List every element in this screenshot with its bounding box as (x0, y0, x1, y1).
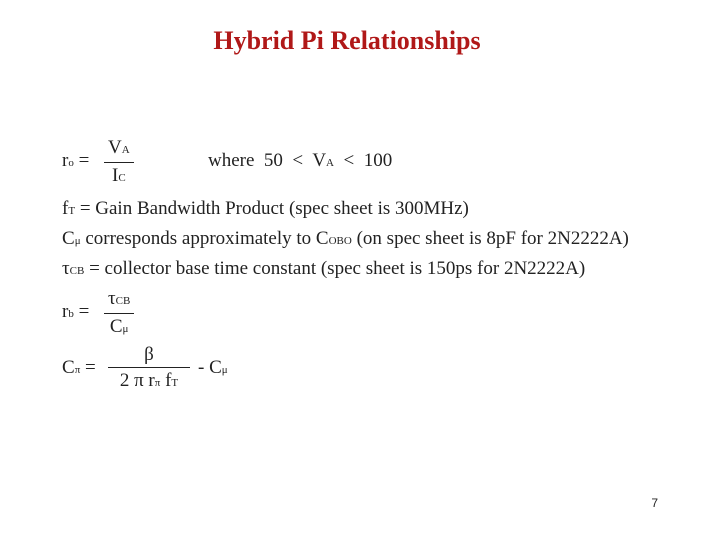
cmu-definition: Cμ corresponds approximately to COBO (on spec sheet is 8pF for 2N2222A) (62, 228, 629, 249)
cpi-denominator: 2 π rπ fT (119, 370, 179, 391)
cpi-minus-term: - Cμ (198, 357, 228, 378)
ft-definition: fT = Gain Bandwidth Product (spec sheet is 300MHz) (62, 198, 469, 219)
fraction-bar (104, 313, 134, 314)
rb-lhs: rb = (62, 301, 90, 322)
ro-lhs: ro = (62, 150, 90, 171)
rb-denominator: Cμ (109, 316, 129, 337)
page-number: 7 (651, 496, 658, 510)
fraction-bar (108, 367, 190, 368)
cpi-lhs: Cπ = (62, 357, 96, 378)
cpi-fraction (108, 344, 190, 394)
slide-title: Hybrid Pi Relationships (213, 26, 481, 55)
ro-denominator: IC (112, 165, 126, 186)
ro-where-clause: where 50 < VA < 100 (208, 150, 393, 171)
ro-numerator: VA (108, 137, 130, 158)
fraction-bar (104, 162, 134, 163)
tau-cb-definition: τCB = collector base time constant (spec sheet is 150ps for 2N2222A) (62, 258, 586, 279)
cpi-numerator: β (144, 344, 154, 365)
rb-numerator: τCB (108, 288, 131, 309)
ro-fraction (104, 137, 134, 189)
rb-fraction (104, 288, 134, 340)
